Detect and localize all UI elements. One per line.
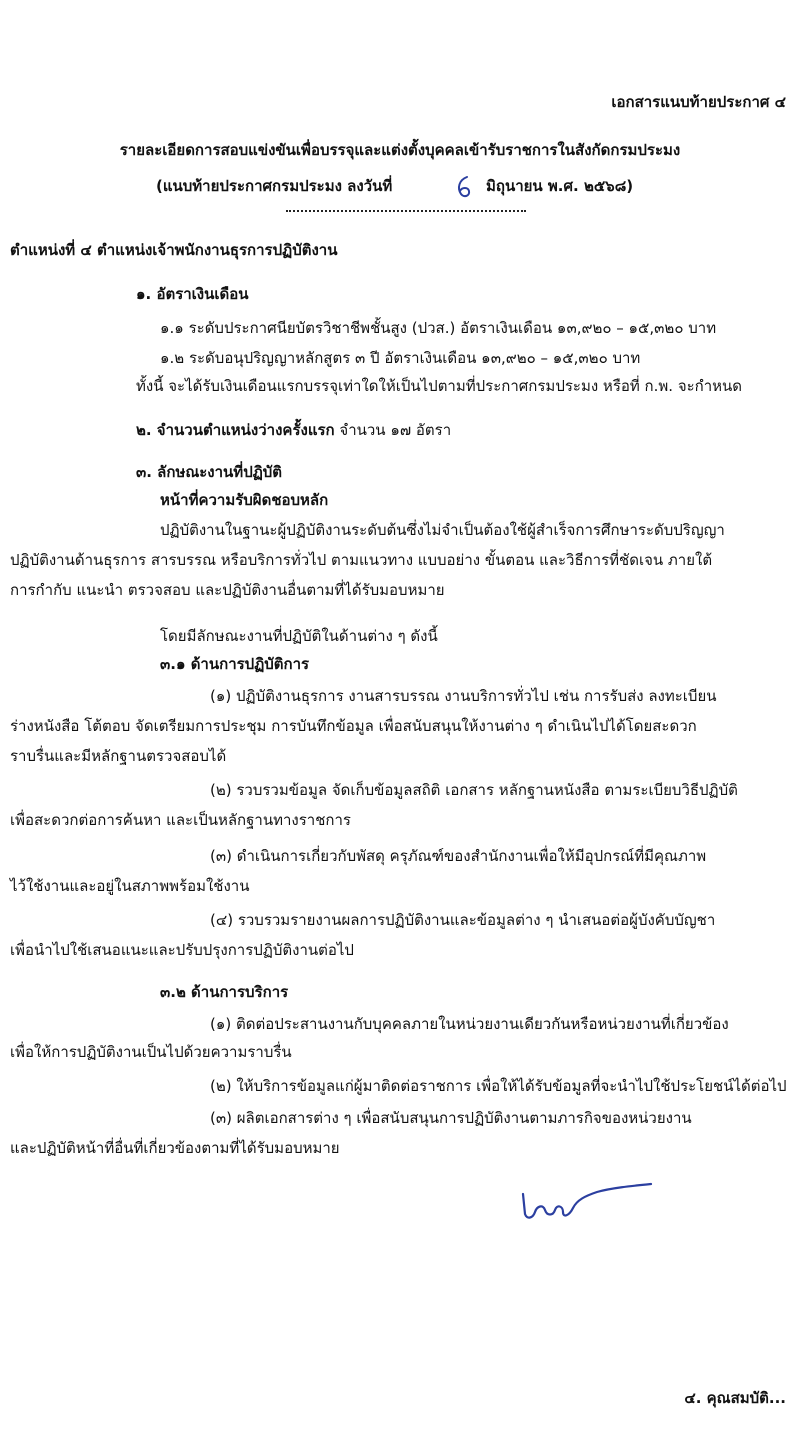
document-title: รายละเอียดการสอบแข่งขันเพื่อบรรจุและแต่งตั้งบุคคลเข้ารับราชการในสังกัดกรมประมง — [119, 141, 681, 159]
duties-subheading: หน้าที่ความรับผิดชอบหลัก — [160, 491, 329, 509]
salary-heading: ๑. อัตราเงินเดือน — [136, 285, 249, 303]
salary-note: ทั้งนี้ จะได้รับเงินเดือนแรกบรรจุเท่าใดให้เป็นไปตามที่ประกาศกรมประมง หรือที่ ก.พ. จะกำหนด — [136, 377, 743, 395]
service-item-1-continued: เพื่อให้การปฏิบัติงานเป็นไปด้วยความราบรื่น — [10, 1043, 292, 1061]
duties-heading: ๓. ลักษณะงานที่ปฏิบัติ — [136, 463, 283, 481]
service-item-3-continued: และปฏิบัติหน้าที่อื่นที่เกี่ยวข้องตามที่ได้รับมอบหมาย — [10, 1139, 340, 1157]
duties-intro-line: ปฏิบัติงานในฐานะผู้ปฏิบัติงานระดับต้นซึ่งไม่จำเป็นต้องใช้ผู้สำเร็จการศึกษาระดับปริญญา — [160, 521, 725, 539]
position-heading: ตำแหน่งที่ ๔ ตำแหน่งเจ้าพนักงานธุรการปฏิบัติงาน — [10, 241, 338, 259]
vacancy-line — [136, 420, 451, 440]
salary-item-1: ๑.๑ ระดับประกาศนียบัตรวิชาชีพชั้นสูง (ปวส.) อัตราเงินเดือน ๑๓,๙๒๐ – ๑๕,๓๒๐ บาท — [160, 319, 717, 337]
service-item-2: (๒) ให้บริการข้อมูลแก่ผู้มาติดต่อราชการ เพื่อให้ได้รับข้อมูลที่จะนำไปใช้ประโยชน์ได้ต่อไป — [210, 1077, 787, 1095]
salary-item-2: ๑.๒ ระดับอนุปริญญาหลักสูตร ๓ ปี อัตราเงินเดือน ๑๓,๙๒๐ – ๑๕,๓๒๐ บาท — [160, 349, 641, 367]
handwritten-day-mark — [453, 174, 475, 200]
operations-item-4-continued: เพื่อนำไปใช้เสนอแนะและปรับปรุงการปฏิบัติงานต่อไป — [10, 941, 354, 959]
duties-intro-line: ปฏิบัติงานด้านธุรการ สารบรรณ หรือบริการทั่วไป ตามแนวทาง แบบอย่าง ขั้นตอน และวิธีการที่ชัดเจน ภายใต้ — [10, 551, 713, 569]
areas-intro: โดยมีลักษณะงานที่ปฏิบัติในด้านต่าง ๆ ดังนี้ — [160, 627, 438, 645]
title-line2-prefix: (แนบท้ายประกาศกรมประมง ลงวันที่ — [156, 177, 393, 195]
operations-item-4: (๔) รวบรวมรายงานผลการปฏิบัติงานและข้อมูลต่าง ๆ นำเสนอต่อผู้บังคับบัญชา — [210, 911, 716, 929]
service-heading: ๓.๒ ด้านการบริการ — [160, 983, 289, 1001]
operations-item-2: (๒) รวบรวมข้อมูล จัดเก็บข้อมูลสถิติ เอกสาร หลักฐานหนังสือ ตามระเบียบวิธีปฏิบัติ — [210, 781, 738, 799]
signature-mark — [515, 1180, 655, 1230]
operations-item-3: (๓) ดำเนินการเกี่ยวกับพัสดุ ครุภัณฑ์ของสำนักงานเพื่อให้มีอุปกรณ์ที่มีคุณภาพ — [210, 847, 707, 865]
vacancy-count: จำนวน ๑๗ อัตรา — [339, 421, 452, 439]
title-line2-suffix: มิถุนายน พ.ศ. ๒๕๖๘) — [486, 177, 634, 195]
duties-intro-line: การกำกับ แนะนำ ตรวจสอบ และปฏิบัติงานอื่นตามที่ได้รับมอบหมาย — [10, 581, 445, 599]
attachment-reference: เอกสารแนบท้ายประกาศ ๔ — [611, 93, 786, 111]
operations-item-1: (๑) ปฏิบัติงานธุรการ งานสารบรรณ งานบริการทั่วไป เช่น การรับส่ง ลงทะเบียน — [210, 687, 717, 705]
service-item-3: (๓) ผลิตเอกสารต่าง ๆ เพื่อสนับสนุนการปฏิบัติงานตามภารกิจของหน่วยงาน — [210, 1109, 692, 1127]
operations-item-1-continued: ร่างหนังสือ โต้ตอบ จัดเตรียมการประชุม การบันทึกข้อมูล เพื่อสนับสนุนให้งานต่าง ๆ ดำเนินไปได้โดยสะดวก — [10, 717, 697, 735]
next-page-reference: ๔. คุณสมบัติ... — [684, 1389, 786, 1407]
operations-heading: ๓.๑ ด้านการปฏิบัติการ — [160, 655, 310, 673]
vacancy-label: ๒. จำนวนตำแหน่งว่างครั้งแรก — [136, 421, 335, 439]
operations-item-3-continued: ไว้ใช้งานและอยู่ในสภาพพร้อมใช้งาน — [10, 877, 250, 895]
operations-item-1-continued: ราบรื่นและมีหลักฐานตรวจสอบได้ — [10, 747, 227, 765]
operations-item-2-continued: เพื่อสะดวกต่อการค้นหา และเป็นหลักฐานทางราชการ — [10, 811, 351, 829]
separator-dots — [286, 210, 526, 212]
service-item-1: (๑) ติดต่อประสานงานกับบุคคลภายในหน่วยงานเดียวกันหรือหน่วยงานที่เกี่ยวข้อง — [210, 1015, 729, 1033]
